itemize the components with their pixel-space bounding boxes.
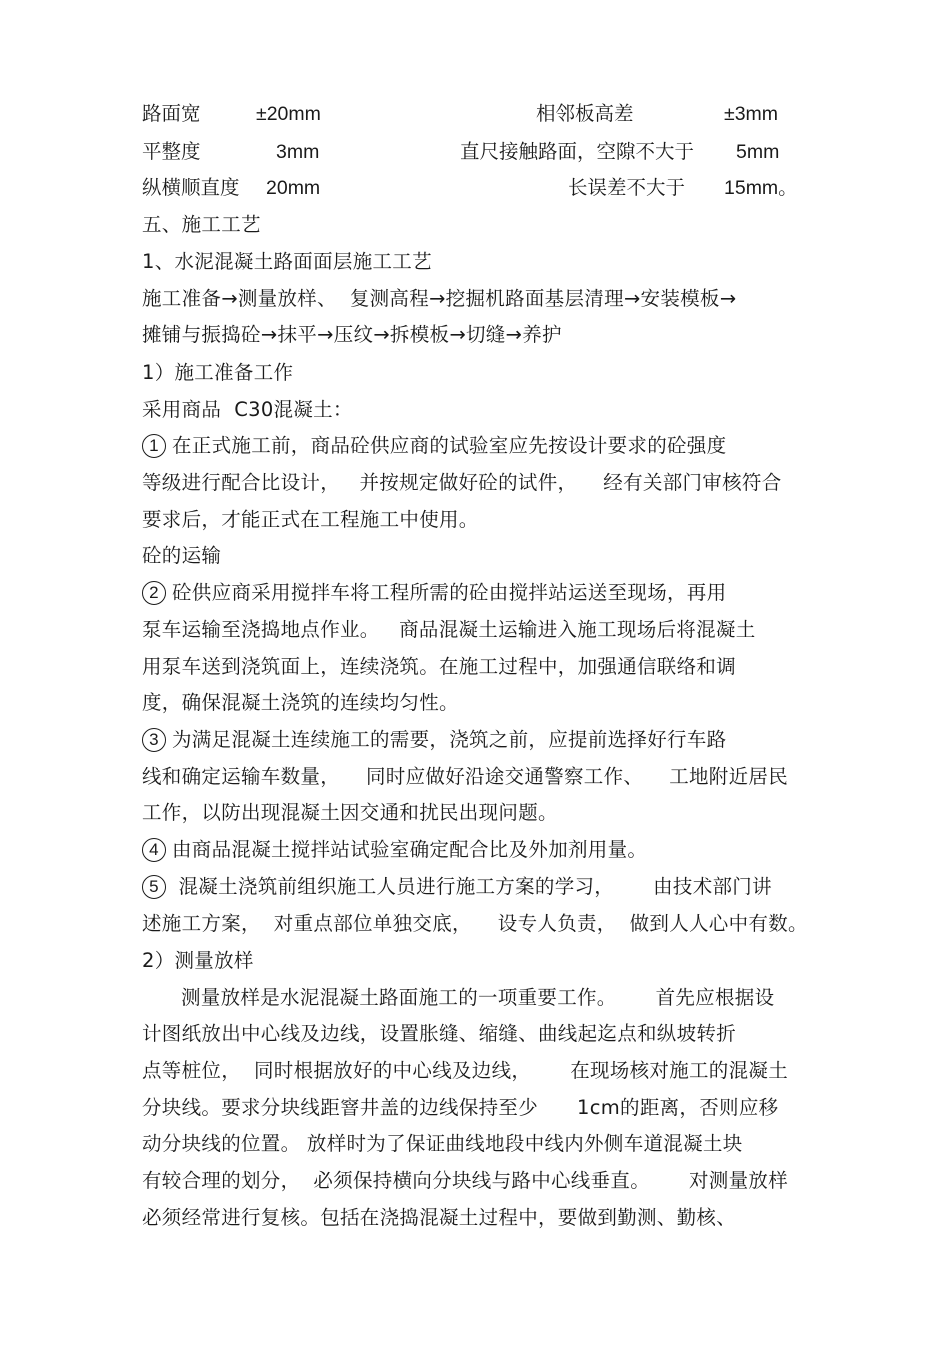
circled-number-1: 1 (142, 434, 166, 458)
spec-value-length-error: 15mm。 (724, 177, 798, 199)
subheading-preparation: 1）施工准备工作 (142, 361, 294, 384)
survey-line-2: 计图纸放出中心线及边线，设置胀缝、缩缝、曲线起迄点和纵坡转折 (142, 1022, 737, 1045)
item-2-line-2: 泵车运输至浇捣地点作业。 商品混凝土运输进入施工现场后将混凝土 (142, 618, 756, 641)
spec-value-road-width: ±20mm (256, 103, 321, 125)
spec-label-gap: 直尺接触路面，空隙不大于 (460, 140, 695, 163)
subheading-paving-process: 1、水泥混凝土路面面层施工工艺 (142, 250, 432, 273)
spec-label-flatness: 平整度 (142, 140, 201, 163)
spec-label-adjacent-slab: 相邻板高差 (536, 102, 634, 125)
item-3-line-1 (142, 727, 726, 753)
spec-value-straightness: 20mm (266, 177, 321, 199)
spec-label-length-error: 长误差不大于 (568, 176, 686, 199)
item-2-line-3: 用泵车送到浇筑面上，连续浇筑。在施工过程中，加强通信联络和调 (142, 655, 737, 678)
spec-value-gap: 5mm (736, 141, 780, 163)
survey-line-3: 点等桩位， 同时根据放好的中心线及边线， 在现场核对施工的混凝土 (142, 1059, 788, 1082)
item-3-line-2: 线和确定运输车数量， 同时应做好沿途交通警察工作、 工地附近居民 (142, 765, 788, 788)
process-flow-line-2: 摊铺与振捣砼→抹平→压纹→拆模板→切缝→养护 (142, 323, 562, 346)
subheading-survey: 2）测量放样 (142, 949, 254, 972)
spec-value-adjacent-slab: ±3mm (724, 103, 779, 125)
circled-number-2: 2 (142, 581, 166, 605)
survey-line-7: 必须经常进行复核。包括在浇捣混凝土过程中，要做到勤测、勤核、 (142, 1206, 737, 1229)
spec-value-flatness: 3mm (276, 141, 320, 163)
concrete-note: 采用商品 C30混凝土： (142, 398, 353, 421)
item-1-line-2: 等级进行配合比设计， 并按规定做好砼的试件， 经有关部门审核符合 (142, 471, 782, 494)
item-2-text-1: 砼供应商采用搅拌车将工程所需的砼由搅拌站运送至现场，再用 (172, 581, 727, 604)
item-4-line-1 (142, 837, 647, 863)
circled-number-4: 4 (142, 838, 166, 862)
item-3-line-3: 工作，以防出现混凝土因交通和扰民出现问题。 (142, 801, 558, 824)
item-3-text-1: 为满足混凝土连续施工的需要，浇筑之前，应提前选择好行车路 (172, 728, 727, 751)
item-5-text-1: 混凝土浇筑前组织施工人员进行施工方案的学习， 由技术部门讲 (172, 875, 772, 898)
survey-line-6: 有较合理的划分， 必须保持横向分块线与路中心线垂直。 对测量放样 (142, 1169, 788, 1192)
spec-label-straightness: 纵横顺直度 (142, 176, 240, 199)
survey-line-5: 动分块线的位置。 放样时为了保证曲线地段中线内外侧车道混凝土块 (142, 1132, 743, 1155)
item-1-line-1 (142, 433, 726, 459)
survey-line-1: 测量放样是水泥混凝土路面施工的一项重要工作。 首先应根据设 (142, 986, 775, 1009)
item-2-line-4: 度，确保混凝土浇筑的连续均匀性。 (142, 691, 459, 714)
item-5-line-1 (142, 874, 772, 900)
item-2-line-1 (142, 580, 726, 606)
circled-number-3: 3 (142, 728, 166, 752)
section-heading: 五、施工工艺 (142, 213, 261, 236)
item-1-line-3: 要求后，才能正式在工程施工中使用。 (142, 508, 479, 531)
process-flow-line-1: 施工准备→测量放样、 复测高程→挖掘机路面基层清理→安装模板→ (142, 287, 737, 310)
circled-number-5: 5 (142, 875, 166, 899)
item-1-text-1: 在正式施工前，商品砼供应商的试验室应先按设计要求的砼强度 (172, 434, 727, 457)
item-5-line-2: 述施工方案， 对重点部位单独交底， 设专人负责， 做到人人心中有数。 (142, 912, 808, 935)
transport-heading: 砼的运输 (142, 544, 222, 567)
survey-line-4: 分块线。要求分块线距窨井盖的边线保持至少 1cm的距离，否则应移 (142, 1096, 779, 1119)
spec-label-road-width: 路面宽 (142, 102, 201, 125)
item-4-text-1: 由商品混凝土搅拌站试验室确定配合比及外加剂用量。 (172, 838, 648, 861)
